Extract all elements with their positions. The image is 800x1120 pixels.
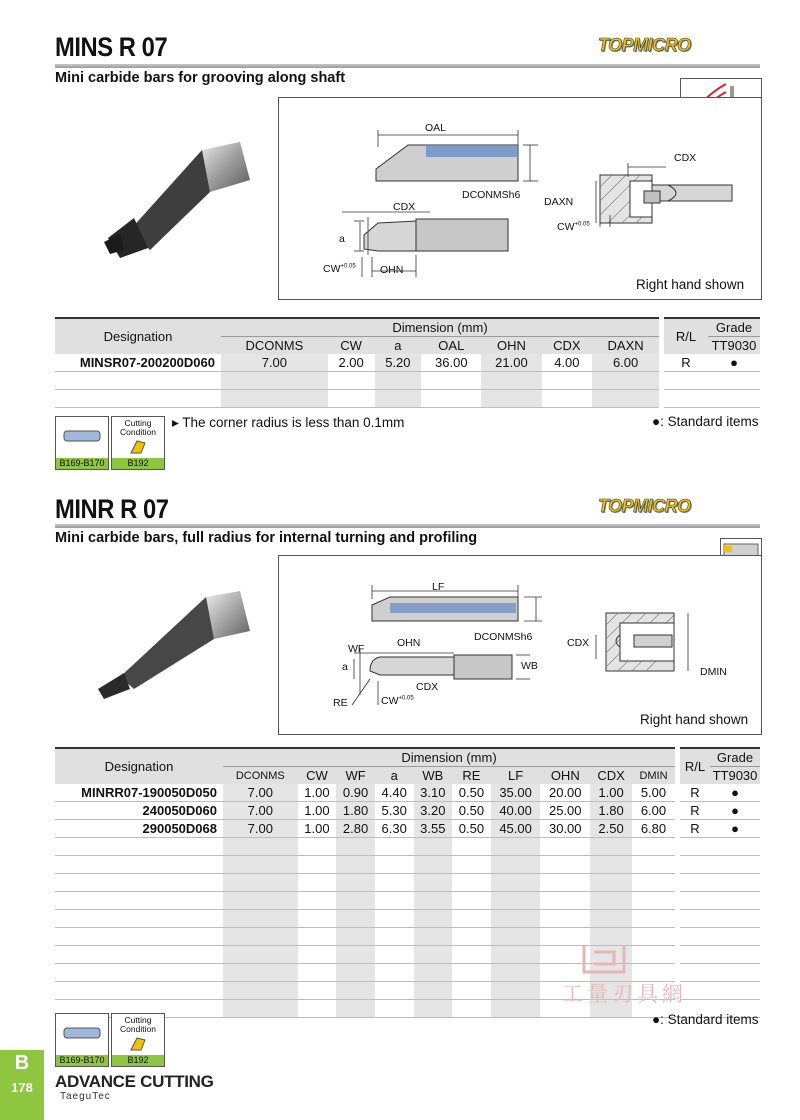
designation-header: Designation bbox=[55, 318, 221, 354]
reference-tile-holder[interactable] bbox=[55, 1013, 109, 1067]
table-row bbox=[55, 910, 760, 928]
dimension-cell bbox=[540, 856, 590, 874]
dimension-cell bbox=[336, 910, 375, 928]
section1-spec-table bbox=[55, 317, 760, 408]
dimension-cell: 45.00 bbox=[491, 820, 541, 838]
col-header: a bbox=[375, 337, 422, 355]
page-number: 178 bbox=[0, 1076, 44, 1120]
col-header: WB bbox=[414, 767, 453, 785]
holder-icon bbox=[56, 417, 108, 457]
dimension-cell bbox=[491, 910, 541, 928]
dimension-cell bbox=[375, 390, 422, 408]
table-row bbox=[55, 820, 760, 838]
dimension-cell bbox=[223, 856, 298, 874]
label-daxn: DAXN bbox=[544, 196, 574, 208]
dimension-cell bbox=[375, 982, 414, 1000]
grade-cell bbox=[710, 982, 760, 1000]
label-ohn: OHN bbox=[380, 264, 404, 276]
grade-cell: ● bbox=[710, 802, 760, 820]
label-cdx-side: CDX bbox=[393, 201, 416, 213]
dimension-cell bbox=[223, 946, 298, 964]
dimension-cell bbox=[298, 910, 337, 928]
dimension-cell bbox=[592, 390, 659, 408]
label-wb: WB bbox=[521, 660, 538, 672]
dimension-cell bbox=[590, 874, 632, 892]
dimension-cell: 6.30 bbox=[375, 820, 414, 838]
dimension-cell bbox=[540, 838, 590, 856]
label-cdx-section: CDX bbox=[567, 637, 590, 649]
designation-cell bbox=[55, 910, 223, 928]
designation-cell bbox=[55, 372, 221, 390]
dimension-cell bbox=[414, 874, 453, 892]
col-header: OHN bbox=[540, 767, 590, 785]
designation-cell bbox=[55, 928, 223, 946]
col-header: LF bbox=[491, 767, 541, 785]
dimension-header: Dimension (mm) bbox=[223, 748, 675, 767]
grade-col-header: TT9030 bbox=[710, 767, 760, 785]
dimension-cell bbox=[336, 982, 375, 1000]
tile-label: B169-B170 bbox=[56, 1055, 108, 1066]
dimension-cell bbox=[375, 928, 414, 946]
label-lf: LF bbox=[432, 581, 445, 593]
dimension-cell bbox=[223, 1000, 298, 1018]
designation-cell bbox=[55, 892, 223, 910]
section1-rule bbox=[55, 64, 760, 68]
dimension-cell: 1.80 bbox=[590, 802, 632, 820]
table-row bbox=[55, 856, 760, 874]
dimension-cell bbox=[336, 964, 375, 982]
dimension-cell bbox=[590, 910, 632, 928]
dimension-cell bbox=[590, 856, 632, 874]
dimension-cell: 3.20 bbox=[414, 802, 453, 820]
grade-cell bbox=[710, 928, 760, 946]
dimension-cell bbox=[414, 892, 453, 910]
dimension-cell: 4.00 bbox=[542, 354, 593, 372]
designation-cell bbox=[55, 874, 223, 892]
dimension-cell bbox=[298, 874, 337, 892]
dimension-cell bbox=[452, 874, 491, 892]
dimension-cell bbox=[452, 910, 491, 928]
tile-label: B192 bbox=[112, 458, 164, 469]
dimension-cell bbox=[452, 838, 491, 856]
col-header: CDX bbox=[542, 337, 593, 355]
grade-cell bbox=[710, 838, 760, 856]
dimension-cell: 2.50 bbox=[590, 820, 632, 838]
dimension-cell: 2.80 bbox=[336, 820, 375, 838]
dimension-cell bbox=[452, 946, 491, 964]
dimension-cell bbox=[491, 982, 541, 1000]
dimension-cell bbox=[590, 892, 632, 910]
dimension-cell bbox=[452, 964, 491, 982]
dimension-cell bbox=[414, 982, 453, 1000]
dimension-cell: 20.00 bbox=[540, 784, 590, 802]
dimension-cell: 21.00 bbox=[481, 354, 541, 372]
dimension-cell: 7.00 bbox=[223, 802, 298, 820]
dimension-cell bbox=[298, 928, 337, 946]
dimension-cell bbox=[542, 372, 593, 390]
label-a: a bbox=[342, 661, 348, 673]
col-header: CW bbox=[328, 337, 375, 355]
topmicro-logo: TOPMICRO bbox=[598, 35, 691, 55]
dimension-cell bbox=[375, 838, 414, 856]
grade-col-header: TT9030 bbox=[708, 337, 760, 355]
table-row bbox=[55, 892, 760, 910]
table-row bbox=[55, 372, 760, 390]
dimension-cell: 2.00 bbox=[328, 354, 375, 372]
dimension-cell bbox=[221, 390, 328, 408]
table-row bbox=[55, 354, 760, 372]
rl-cell: R bbox=[680, 784, 710, 802]
dimension-cell bbox=[491, 838, 541, 856]
dimension-cell bbox=[336, 838, 375, 856]
grade-cell: ● bbox=[710, 784, 760, 802]
col-header: WF bbox=[336, 767, 375, 785]
dimension-cell bbox=[632, 910, 675, 928]
dimension-cell bbox=[375, 892, 414, 910]
dimension-cell: 6.00 bbox=[592, 354, 659, 372]
dimension-cell bbox=[375, 910, 414, 928]
label-re: RE bbox=[333, 697, 348, 709]
dimension-cell: 0.50 bbox=[452, 802, 491, 820]
table-row bbox=[55, 838, 760, 856]
grade-cell bbox=[710, 856, 760, 874]
col-header: a bbox=[375, 767, 414, 785]
designation-cell bbox=[55, 982, 223, 1000]
designation-cell: MINRR07-190050D050 bbox=[55, 784, 223, 802]
dimension-cell bbox=[590, 838, 632, 856]
grade-cell: ● bbox=[710, 820, 760, 838]
dimension-cell bbox=[414, 856, 453, 874]
dimension-cell: 7.00 bbox=[223, 784, 298, 802]
rl-cell bbox=[680, 946, 710, 964]
dimension-cell: 1.80 bbox=[336, 802, 375, 820]
dimension-cell: 36.00 bbox=[421, 354, 481, 372]
dimension-cell bbox=[328, 372, 375, 390]
grade-cell bbox=[710, 910, 760, 928]
table-row bbox=[55, 928, 760, 946]
grade-cell: ● bbox=[708, 354, 760, 372]
section2-standard-items: ●: Standard items bbox=[652, 1012, 759, 1027]
col-header: OAL bbox=[421, 337, 481, 355]
dimension-cell bbox=[298, 856, 337, 874]
table-row bbox=[55, 874, 760, 892]
label-ohn: OHN bbox=[397, 637, 421, 649]
label-cdx-section: CDX bbox=[674, 152, 697, 164]
dimension-cell bbox=[336, 856, 375, 874]
rl-cell: R bbox=[680, 820, 710, 838]
col-header: CW bbox=[298, 767, 337, 785]
tile-label: B192 bbox=[112, 1055, 164, 1066]
dimension-cell bbox=[298, 982, 337, 1000]
dimension-cell: 40.00 bbox=[491, 802, 541, 820]
designation-cell bbox=[55, 946, 223, 964]
table-row bbox=[55, 390, 760, 408]
rl-cell bbox=[680, 874, 710, 892]
label-cw: $CW^{+0.05}$ bbox=[381, 695, 414, 707]
rl-cell bbox=[680, 928, 710, 946]
grade-header: Grade bbox=[708, 318, 760, 337]
insert-icon bbox=[129, 439, 147, 455]
dimension-cell bbox=[421, 390, 481, 408]
dimension-cell bbox=[452, 1000, 491, 1018]
dimension-cell bbox=[298, 838, 337, 856]
footer-brand-sub: TaeguTec bbox=[60, 1091, 111, 1102]
section2-right-hand-note: Right hand shown bbox=[640, 712, 749, 727]
dimension-cell: 1.00 bbox=[298, 784, 337, 802]
dimension-cell bbox=[540, 874, 590, 892]
dimension-cell: 25.00 bbox=[540, 802, 590, 820]
label-cdx-side: CDX bbox=[416, 681, 439, 693]
dimension-cell bbox=[298, 964, 337, 982]
section2-subtitle: Mini carbide bars, full radius for internal turning and profiling bbox=[55, 530, 478, 546]
dimension-cell: 5.00 bbox=[632, 784, 675, 802]
dimension-cell bbox=[540, 892, 590, 910]
holder-icon bbox=[56, 1014, 108, 1054]
dimension-cell bbox=[223, 964, 298, 982]
section2-rule bbox=[55, 524, 760, 528]
dimension-cell bbox=[491, 928, 541, 946]
dimension-cell bbox=[540, 910, 590, 928]
dimension-cell bbox=[491, 964, 541, 982]
col-header: DCONMS bbox=[223, 767, 298, 785]
col-header: OHN bbox=[481, 337, 541, 355]
dimension-cell bbox=[223, 838, 298, 856]
dimension-cell: 6.80 bbox=[632, 820, 675, 838]
dimension-cell bbox=[375, 946, 414, 964]
dimension-cell: 30.00 bbox=[540, 820, 590, 838]
rl-header: R/L bbox=[664, 318, 708, 354]
footer-brand-name: ADVANCE CUTTING bbox=[55, 1072, 214, 1091]
label-dconms: DCONMSh6 bbox=[474, 631, 533, 643]
dimension-cell bbox=[632, 946, 675, 964]
dimension-cell bbox=[491, 892, 541, 910]
designation-cell bbox=[55, 964, 223, 982]
grade-cell bbox=[708, 372, 760, 390]
dimension-cell bbox=[336, 1000, 375, 1018]
dimension-cell bbox=[481, 390, 541, 408]
dimension-cell bbox=[223, 874, 298, 892]
col-header: DCONMS bbox=[221, 337, 328, 355]
topmicro-logo: TOPMICRO bbox=[598, 496, 691, 516]
reference-tile-cutting-condition[interactable] bbox=[111, 1013, 165, 1067]
dimension-cell bbox=[491, 856, 541, 874]
section1-subtitle: Mini carbide bars for grooving along shaft bbox=[55, 70, 346, 86]
dimension-cell bbox=[298, 1000, 337, 1018]
dimension-cell: 1.00 bbox=[298, 820, 337, 838]
rl-cell bbox=[664, 390, 708, 408]
table-row bbox=[55, 784, 760, 802]
dimension-cell bbox=[452, 928, 491, 946]
dimension-cell bbox=[414, 1000, 453, 1018]
table-row bbox=[55, 802, 760, 820]
dimension-cell: 0.90 bbox=[336, 784, 375, 802]
dimension-cell: 6.00 bbox=[632, 802, 675, 820]
dimension-cell: 7.00 bbox=[223, 820, 298, 838]
reference-tile-holder[interactable] bbox=[55, 416, 109, 470]
rl-cell: R bbox=[680, 802, 710, 820]
dimension-cell bbox=[632, 928, 675, 946]
dimension-cell bbox=[375, 964, 414, 982]
dimension-cell bbox=[414, 838, 453, 856]
dimension-cell bbox=[375, 1000, 414, 1018]
dimension-cell: 1.00 bbox=[298, 802, 337, 820]
dimension-cell bbox=[632, 838, 675, 856]
dimension-cell bbox=[452, 856, 491, 874]
col-header: CDX bbox=[590, 767, 632, 785]
grade-cell bbox=[710, 964, 760, 982]
section2-title: MINR R 07 bbox=[55, 494, 169, 524]
watermark-text: 工量刃具網 bbox=[562, 983, 687, 1006]
dimension-cell bbox=[414, 946, 453, 964]
section1-right-hand-note: Right hand shown bbox=[636, 277, 745, 292]
dimension-cell bbox=[375, 856, 414, 874]
designation-cell bbox=[55, 856, 223, 874]
designation-cell: MINSR07-200200D060 bbox=[55, 354, 221, 372]
col-header: DAXN bbox=[592, 337, 659, 355]
dimension-cell bbox=[452, 892, 491, 910]
dimension-cell bbox=[298, 946, 337, 964]
grade-cell bbox=[708, 390, 760, 408]
dimension-cell bbox=[421, 372, 481, 390]
dimension-header: Dimension (mm) bbox=[221, 318, 659, 337]
designation-cell: 240050D060 bbox=[55, 802, 223, 820]
dimension-cell bbox=[336, 892, 375, 910]
tile-title: Cutting Condition bbox=[120, 1015, 156, 1034]
product-photo-mins bbox=[90, 130, 260, 270]
dimension-cell bbox=[223, 928, 298, 946]
label-dmin: DMIN bbox=[700, 666, 727, 678]
dimension-cell: 7.00 bbox=[221, 354, 328, 372]
col-header: DMIN bbox=[632, 767, 675, 785]
dimension-cell bbox=[223, 982, 298, 1000]
section1-title: MINS R 07 bbox=[55, 32, 168, 62]
dimension-cell bbox=[632, 874, 675, 892]
dimension-cell: 35.00 bbox=[491, 784, 541, 802]
product-photo-minr bbox=[80, 585, 260, 705]
rl-cell: R bbox=[664, 354, 708, 372]
dimension-cell: 1.00 bbox=[590, 784, 632, 802]
designation-cell bbox=[55, 838, 223, 856]
dimension-cell bbox=[491, 1000, 541, 1018]
dimension-cell bbox=[328, 390, 375, 408]
grade-cell bbox=[710, 874, 760, 892]
dimension-cell bbox=[491, 874, 541, 892]
dimension-cell: 0.50 bbox=[452, 784, 491, 802]
dimension-cell bbox=[223, 910, 298, 928]
dimension-cell: 4.40 bbox=[375, 784, 414, 802]
dimension-cell: 3.55 bbox=[414, 820, 453, 838]
rl-cell bbox=[664, 372, 708, 390]
dimension-cell bbox=[223, 892, 298, 910]
reference-tile-cutting-condition[interactable] bbox=[111, 416, 165, 470]
label-dconms: DCONMSh6 bbox=[462, 189, 521, 201]
designation-cell bbox=[55, 390, 221, 408]
rl-cell bbox=[680, 892, 710, 910]
section1-footnote: ▸ The corner radius is less than 0.1mm bbox=[172, 415, 405, 430]
dimension-cell bbox=[375, 874, 414, 892]
dimension-cell bbox=[414, 964, 453, 982]
grade-header: Grade bbox=[710, 748, 760, 767]
tile-title: Cutting Condition bbox=[120, 418, 156, 437]
dimension-cell bbox=[452, 982, 491, 1000]
grade-cell bbox=[710, 892, 760, 910]
label-a: a bbox=[339, 233, 345, 245]
table-row bbox=[55, 946, 760, 964]
label-oal: OAL bbox=[425, 122, 447, 134]
grade-cell bbox=[710, 946, 760, 964]
watermark-mark bbox=[580, 942, 628, 976]
rl-header: R/L bbox=[680, 748, 710, 784]
dimension-cell: 3.10 bbox=[414, 784, 453, 802]
dimension-cell bbox=[336, 874, 375, 892]
rl-cell bbox=[680, 838, 710, 856]
dimension-cell bbox=[298, 892, 337, 910]
label-wf: WF bbox=[348, 643, 365, 655]
dimension-cell bbox=[481, 372, 541, 390]
dimension-cell bbox=[491, 946, 541, 964]
dimension-cell bbox=[336, 928, 375, 946]
designation-header: Designation bbox=[55, 748, 223, 784]
section-letter-tab: B bbox=[0, 1050, 44, 1076]
col-header: RE bbox=[452, 767, 491, 785]
label-cw: $CW^{+0.05}$ bbox=[323, 263, 356, 275]
insert-icon bbox=[129, 1036, 147, 1052]
rl-cell bbox=[680, 856, 710, 874]
dimension-cell: 5.30 bbox=[375, 802, 414, 820]
dimension-cell bbox=[592, 372, 659, 390]
dimension-cell bbox=[336, 946, 375, 964]
rl-cell bbox=[680, 910, 710, 928]
dimension-cell bbox=[632, 856, 675, 874]
dimension-cell bbox=[221, 372, 328, 390]
label-cw-section: $CW^{+0.05}$ bbox=[557, 221, 590, 233]
designation-cell: 290050D068 bbox=[55, 820, 223, 838]
dimension-cell: 0.50 bbox=[452, 820, 491, 838]
dimension-cell bbox=[414, 928, 453, 946]
tile-label: B169-B170 bbox=[56, 458, 108, 469]
dimension-cell bbox=[632, 892, 675, 910]
dimension-cell bbox=[414, 910, 453, 928]
section1-standard-items: ●: Standard items bbox=[652, 414, 759, 429]
dimension-cell bbox=[375, 372, 422, 390]
dimension-cell bbox=[542, 390, 593, 408]
dimension-cell: 5.20 bbox=[375, 354, 422, 372]
